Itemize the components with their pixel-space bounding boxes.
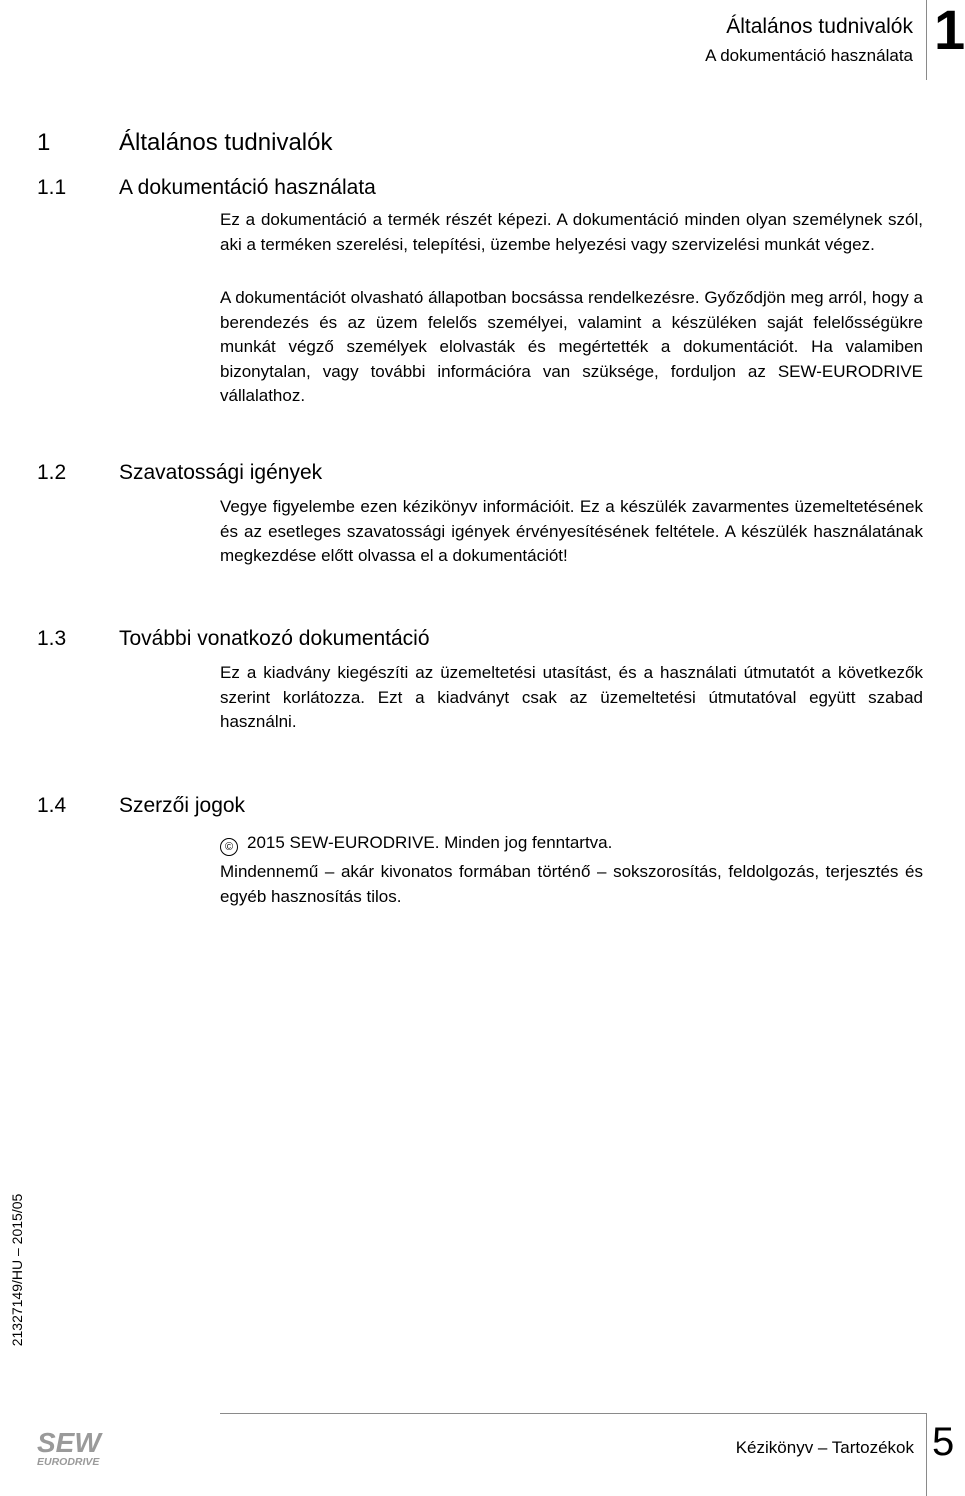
copyright-icon: © xyxy=(220,838,238,856)
section-heading-1-4 xyxy=(37,794,245,818)
section-heading-1-1 xyxy=(37,176,376,200)
chapter-heading xyxy=(37,129,332,157)
section-heading-1-3 xyxy=(37,627,430,651)
paragraph: Vegye figyelembe ezen kézikönyv információit. Ez a készülék zavarmentes üzemeltetésének és az esetleges szavatossági igények érvényesítésének feltétele. A készülék használatának megkezdése előtt olvassa el a dokumentációt! xyxy=(220,497,923,565)
section-number: 1.3 xyxy=(37,627,67,650)
paragraph: A dokumentációt olvasható állapotban bocsássa rendelkezésre. Győződjön meg arról, hogy a berendezés és az üzem felelős személyei, valamint a készüléken saját felelősségükre munkát végző személyek elolvasták és megértették a dokumentációt. Ha valamiben bizonytalan, vagy további információra van szüksége, forduljon az SEW-EURODRIVE vállalathoz. xyxy=(220,288,923,405)
header-subtitle: A dokumentáció használata xyxy=(705,46,913,65)
section-title: Szerzői jogok xyxy=(119,794,246,817)
logo-text-bottom: EURODRIVE xyxy=(37,1456,100,1468)
copyright-text: 2015 SEW-EURODRIVE. Minden jog fenntartva. xyxy=(247,833,613,852)
page-number: 5 xyxy=(932,1420,955,1464)
footer-vertical-divider xyxy=(926,1413,927,1496)
paragraph: Ez a kiadvány kiegészíti az üzemeltetési utasítást, és a használati útmutatót a következők szerint korlátozza. Ezt a kiadványt csak az üzemeltetési útmutatóval együtt szabad használni. xyxy=(220,663,923,731)
header-divider xyxy=(926,0,927,80)
logo-text-top: SEW xyxy=(37,1427,101,1458)
footer-divider xyxy=(220,1413,927,1414)
header-chapter-number: 1 xyxy=(934,0,965,61)
footer-document-name: Kézikönyv – Tartozékok xyxy=(735,1438,914,1457)
section-title: Szavatossági igények xyxy=(119,461,323,484)
section-heading-1-2 xyxy=(37,461,322,485)
section-title: A dokumentáció használata xyxy=(119,176,376,199)
section-title: További vonatkozó dokumentáció xyxy=(119,627,430,650)
copyright-line xyxy=(220,831,923,856)
chapter-title: Általános tudnivalók xyxy=(119,129,333,156)
section-number: 1.2 xyxy=(37,461,67,484)
section-number: 1.4 xyxy=(37,794,67,817)
chapter-number: 1 xyxy=(37,129,51,156)
paragraph: Ez a dokumentáció a termék részét képezi. A dokumentáció minden olyan személynek szól, aki a terméken szerelési, telepítési, üzembe helyezési vagy szervizelési munkát végez. xyxy=(220,210,923,254)
document-id: 21327149/HU – 2015/05 xyxy=(9,1193,25,1347)
section-number: 1.1 xyxy=(37,176,67,199)
paragraph: Mindennemű – akár kivonatos formában történő – sokszorosítás, feldolgozás, terjesztés és egyéb hasznosítás tilos. xyxy=(220,862,923,906)
sew-eurodrive-logo xyxy=(37,1428,117,1468)
header-title: Általános tudnivalók xyxy=(726,15,913,38)
